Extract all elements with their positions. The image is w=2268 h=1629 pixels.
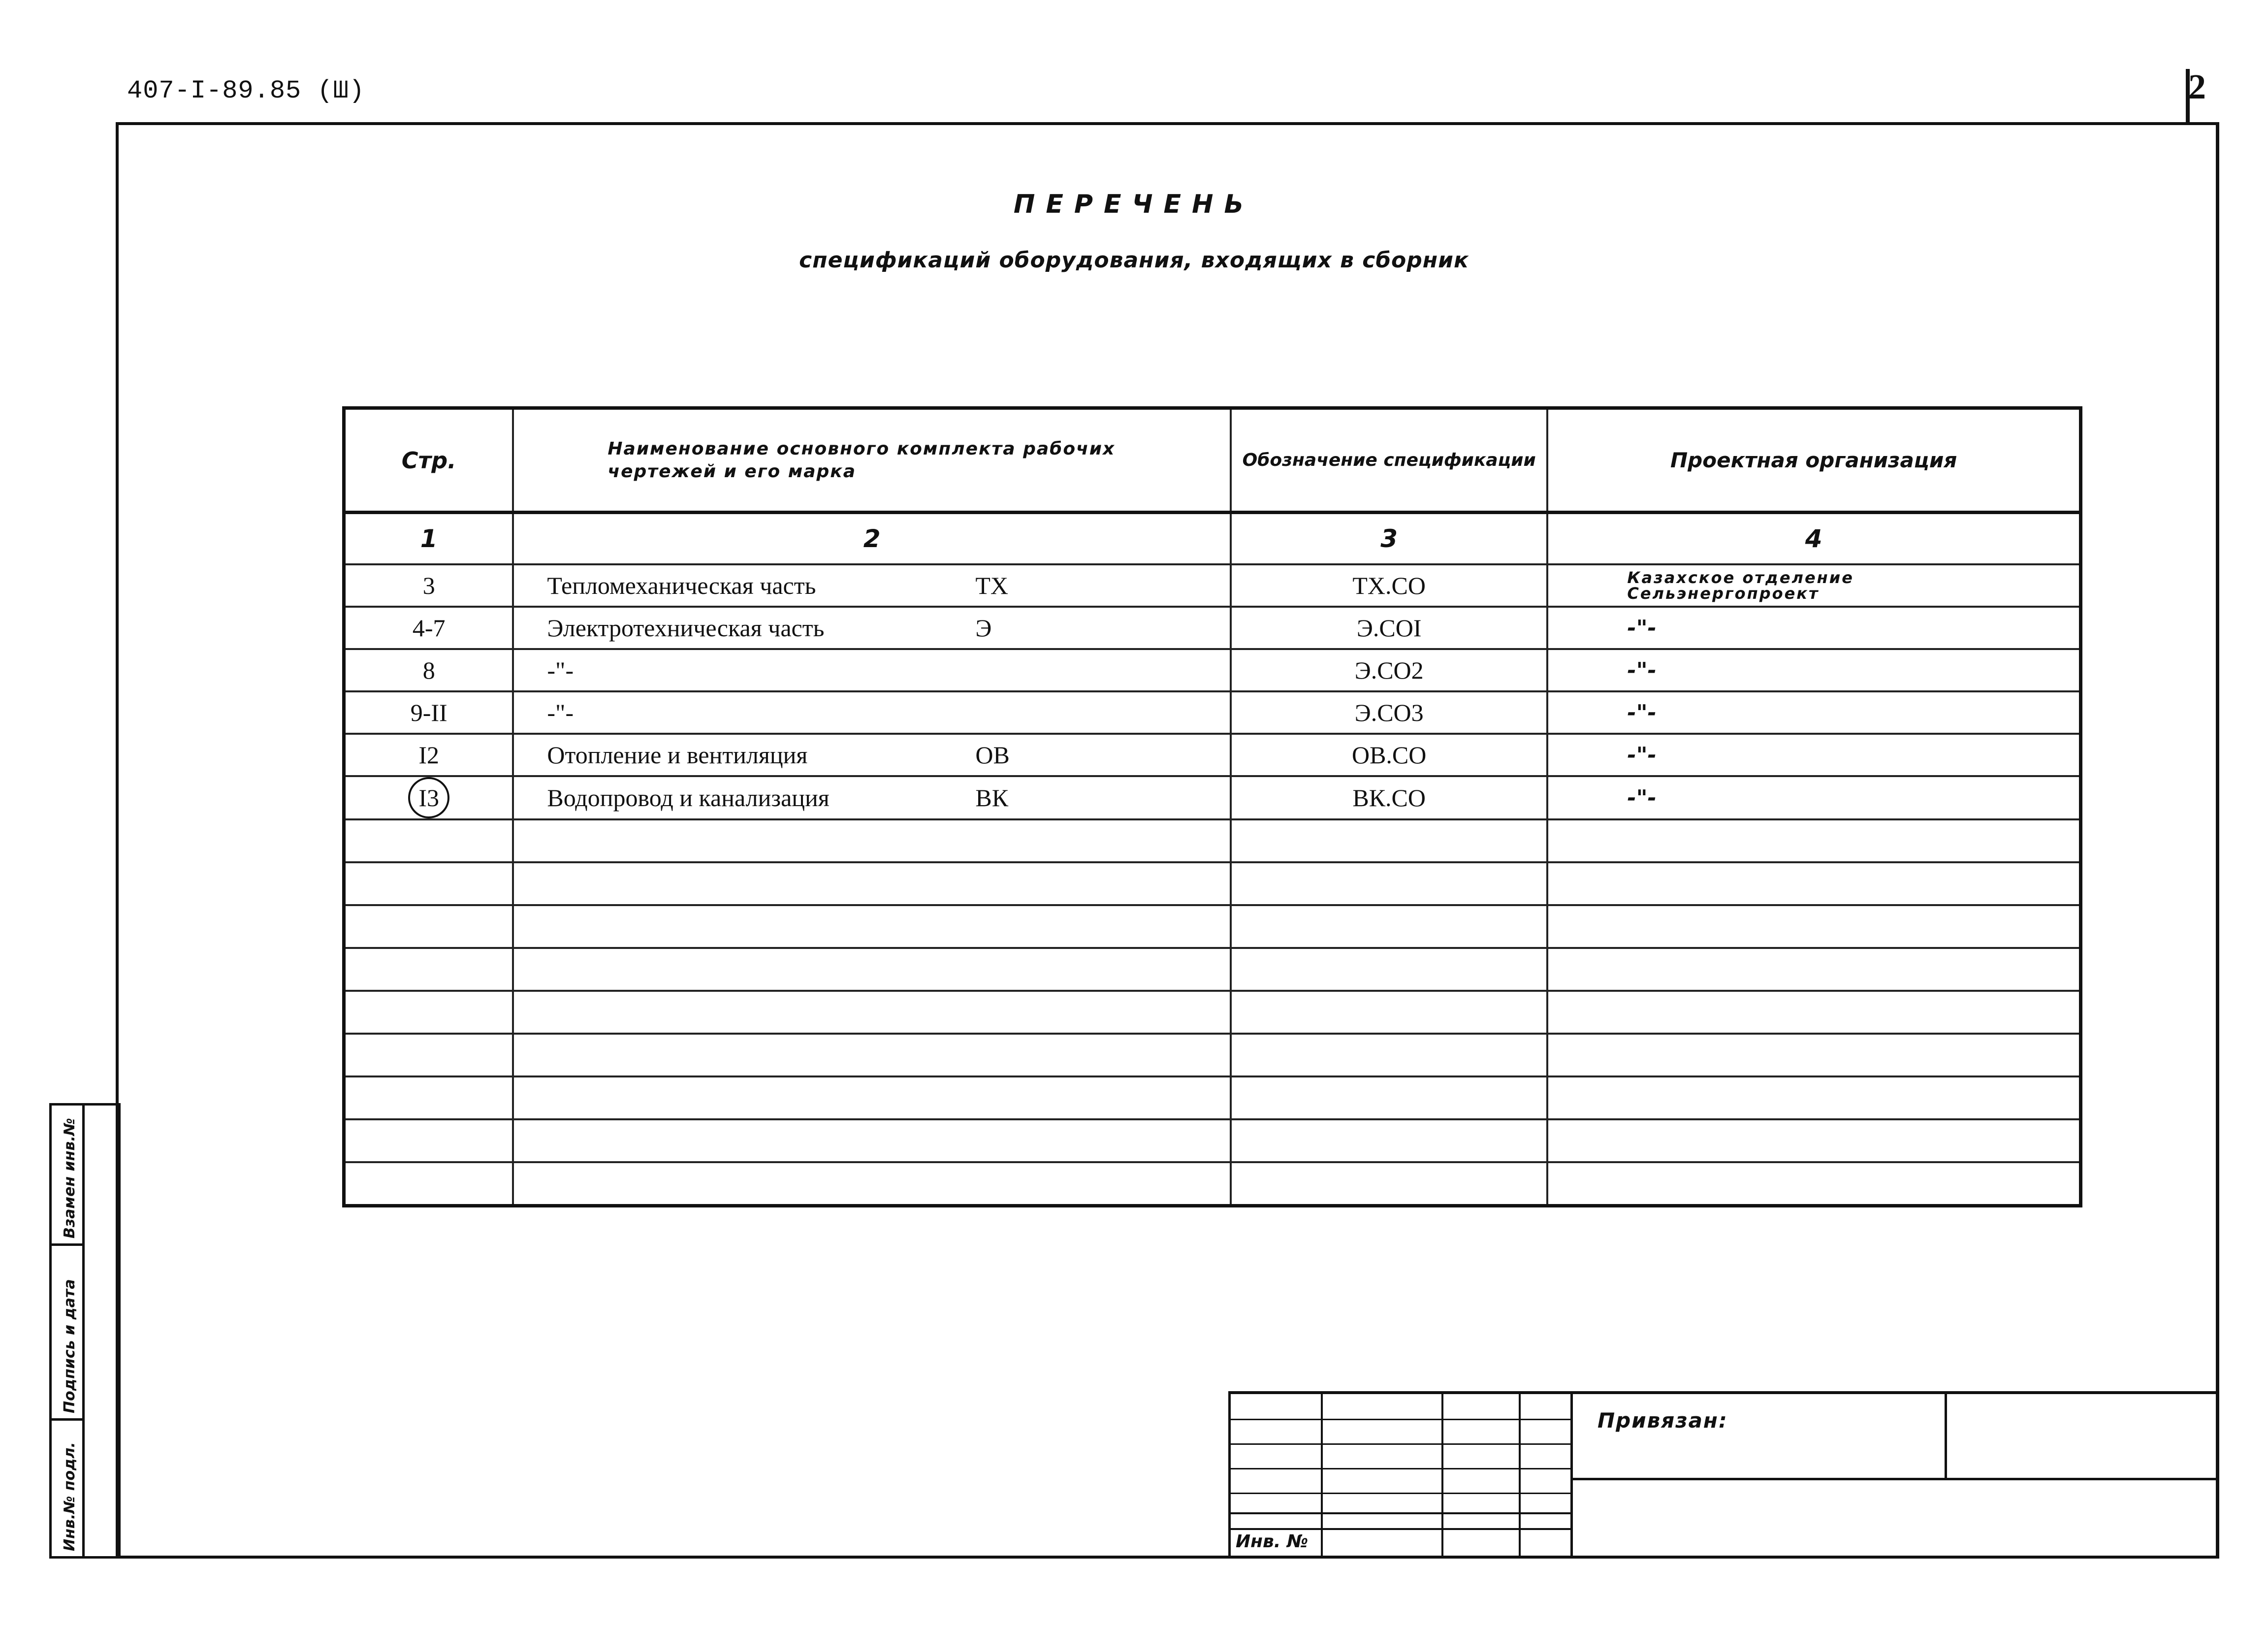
row-page: 4-7 [344,607,513,649]
row-mark: ТХ [975,572,1009,599]
tb-hline [1231,1443,1570,1445]
empty-row [344,905,2081,948]
inv-number-label: Инв. № [1236,1531,1309,1552]
column-number: 2 [513,513,1231,565]
column-number: 4 [1547,513,2080,565]
table-row [344,564,2081,607]
row-page: 3 [344,564,513,607]
row-code: Э.СОI [1231,607,1547,649]
table-row [344,776,2081,819]
sheet-number: 2 [2188,67,2206,106]
table-row [344,607,2081,649]
organization-name: Казахское отделение Сельэнергопроект [1627,568,1854,603]
side-cell-signature [52,1246,82,1421]
row-name-cell [513,776,1231,819]
row-name-cell [513,649,1231,691]
table-row [344,734,2081,776]
row-page: 9-II [344,691,513,734]
header-name: Наименование основного комплекта рабочих чертежей и его марка [513,408,1231,513]
empty-row [344,1162,2081,1206]
tb-hline [1231,1468,1570,1469]
row-name-cell [513,691,1231,734]
row-code: ТХ.СО [1231,564,1547,607]
tb-hline [1231,1512,1570,1514]
row-page-circled: I3 [408,777,449,818]
page-title: ПЕРЕЧЕНЬ [1013,190,1255,219]
tb-hline [1231,1493,1570,1494]
empty-row [344,1034,2081,1076]
tb-hline [1231,1528,1570,1530]
table-row [344,649,2081,691]
empty-row [344,991,2081,1034]
row-page: 8 [344,649,513,691]
row-name-cell [513,607,1231,649]
header-organization: Проектная организация [1547,408,2080,513]
column-number-row [344,513,2081,565]
tb-vline [1570,1394,1573,1559]
tb-vline [1945,1394,1947,1478]
empty-row [344,819,2081,862]
row-organization: -"- [1547,776,2080,819]
row-code: Э.СО2 [1231,649,1547,691]
side-cell-replaced [52,1106,82,1246]
empty-row [344,862,2081,905]
row-name: Отопление и вентиляция [547,741,808,769]
empty-row [344,1119,2081,1162]
page-subtitle: спецификаций оборудования, входящих в сборник [799,248,1469,273]
empty-row [344,1076,2081,1119]
row-mark: ВК [975,784,1009,812]
row-name: Электротехническая часть [547,614,825,642]
row-code: Э.СО3 [1231,691,1547,734]
row-name: -"- [547,656,574,684]
table-header-row [344,408,2081,513]
side-cell-inv [52,1421,82,1556]
row-name: Тепломеханическая часть [547,572,816,599]
row-mark: Э [975,614,992,642]
side-stamp-divider [82,1106,85,1556]
tb-hline [1231,1419,1570,1420]
row-page: I2 [344,734,513,776]
row-organization: -"- [1547,734,2080,776]
column-number: 1 [344,513,513,565]
row-code: ВК.СО [1231,776,1547,819]
row-organization [1547,564,2080,607]
header-designation: Обозначение спецификации [1231,408,1547,513]
bound-label: Привязан: [1597,1408,1728,1433]
table-row [344,691,2081,734]
row-page-cell [344,776,513,819]
row-organization: -"- [1547,607,2080,649]
column-number: 3 [1231,513,1547,565]
side-label-signature-date: Подпись и дата [61,1279,78,1413]
side-stamp [49,1103,121,1559]
row-name: Водопровод и канализация [547,784,830,812]
row-name-cell [513,734,1231,776]
side-label-inv-original: Инв.№ подл. [61,1442,78,1551]
side-label-replaced-inv: Взамен инв.№ [61,1118,78,1238]
empty-row [344,948,2081,991]
row-name-cell [513,564,1231,607]
row-code: ОВ.СО [1231,734,1547,776]
row-organization: -"- [1547,649,2080,691]
header-page: Стр. [344,408,513,513]
row-name: -"- [547,699,574,726]
drawing-code: 407-I-89.85 (Ш) [127,76,365,105]
tb-hline [1570,1478,2219,1480]
row-mark: ОВ [975,741,1010,769]
specification-table [342,406,2082,1207]
row-organization: -"- [1547,691,2080,734]
